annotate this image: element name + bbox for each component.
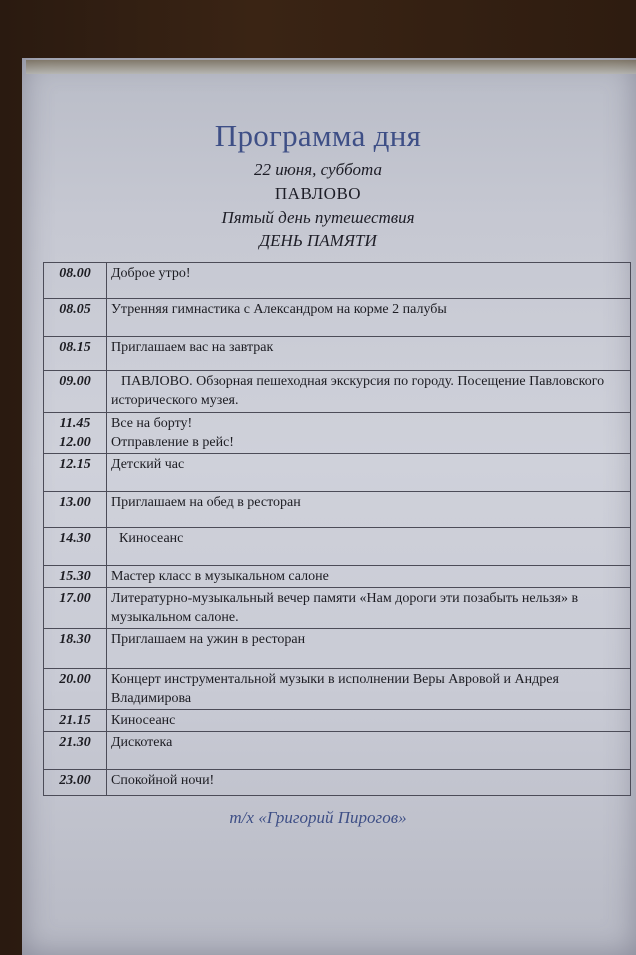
schedule-time: 20.00	[44, 669, 107, 710]
table-row	[44, 413, 631, 454]
table-row	[44, 371, 631, 413]
schedule-activity: Отправление в рейс!	[111, 435, 234, 450]
schedule-activity: ПАВЛОВО. Обзорная пешеходная экскурсия по городу. Посещение Павловского исторического музея.	[107, 371, 631, 413]
schedule-time: 09.00	[44, 371, 107, 413]
table-row	[44, 492, 631, 528]
schedule-time: 15.30	[44, 566, 107, 588]
table-row	[44, 337, 631, 371]
schedule-table	[43, 262, 631, 796]
sheet-top-edge	[26, 60, 636, 74]
schedule-activity: Литературно-музыкальный вечер памяти «Нам дороги эти позабыть нельзя» в музыкальном салоне.	[107, 588, 631, 629]
table-row	[44, 629, 631, 669]
schedule-time-pair	[44, 413, 107, 454]
header-place: ПАВЛОВО	[274, 184, 362, 203]
table-row	[44, 566, 631, 588]
schedule-time: 12.15	[44, 454, 107, 492]
schedule-activity: Доброе утро!	[107, 263, 631, 299]
page-title: Программа дня	[214, 118, 422, 153]
schedule-time: 21.15	[44, 710, 107, 732]
table-row	[44, 528, 631, 566]
table-row	[44, 710, 631, 732]
schedule-activity: Спокойной ночи!	[107, 770, 631, 796]
table-row	[44, 732, 631, 770]
header-date: 22 июня, суббота	[254, 160, 382, 179]
schedule-activity: Мастер класс в музыкальном салоне	[107, 566, 631, 588]
schedule-time: 08.05	[44, 299, 107, 337]
table-row	[44, 299, 631, 337]
schedule-activity: Все на борту!	[111, 416, 193, 431]
table-row	[44, 588, 631, 629]
schedule-activity: Детский час	[107, 454, 631, 492]
schedule-time: 12.00	[59, 435, 91, 450]
schedule-activity: Приглашаем на обед в ресторан	[107, 492, 631, 528]
schedule-activity: Концерт инструментальной музыки в исполнении Веры Авровой и Андрея Владимирова	[107, 669, 631, 710]
table-row	[44, 263, 631, 299]
ship-name-footer: т/х «Григорий Пирогов»	[229, 808, 407, 827]
schedule-time: 23.00	[44, 770, 107, 796]
schedule-time: 11.45	[59, 416, 91, 431]
table-row	[44, 454, 631, 492]
schedule-time: 18.30	[44, 629, 107, 669]
schedule-time: 13.00	[44, 492, 107, 528]
table-row	[44, 770, 631, 796]
schedule-time: 17.00	[44, 588, 107, 629]
header-day: Пятый день путешествия	[221, 208, 415, 227]
schedule-activity: Дискотека	[107, 732, 631, 770]
schedule-activity-pair	[107, 413, 631, 454]
schedule-time: 14.30	[44, 528, 107, 566]
table-row	[44, 669, 631, 710]
schedule-activity: Киносеанс	[107, 710, 631, 732]
schedule-time: 21.30	[44, 732, 107, 770]
schedule-activity: Утренняя гимнастика с Александром на корме 2 палубы	[107, 299, 631, 337]
header-theme: ДЕНЬ ПАМЯТИ	[259, 231, 377, 250]
schedule-time: 08.00	[44, 263, 107, 299]
schedule-activity: Приглашаем вас на завтрак	[107, 337, 631, 371]
schedule-activity: Киносеанс	[107, 528, 631, 566]
schedule-activity: Приглашаем на ужин в ресторан	[107, 629, 631, 669]
schedule-time: 08.15	[44, 337, 107, 371]
